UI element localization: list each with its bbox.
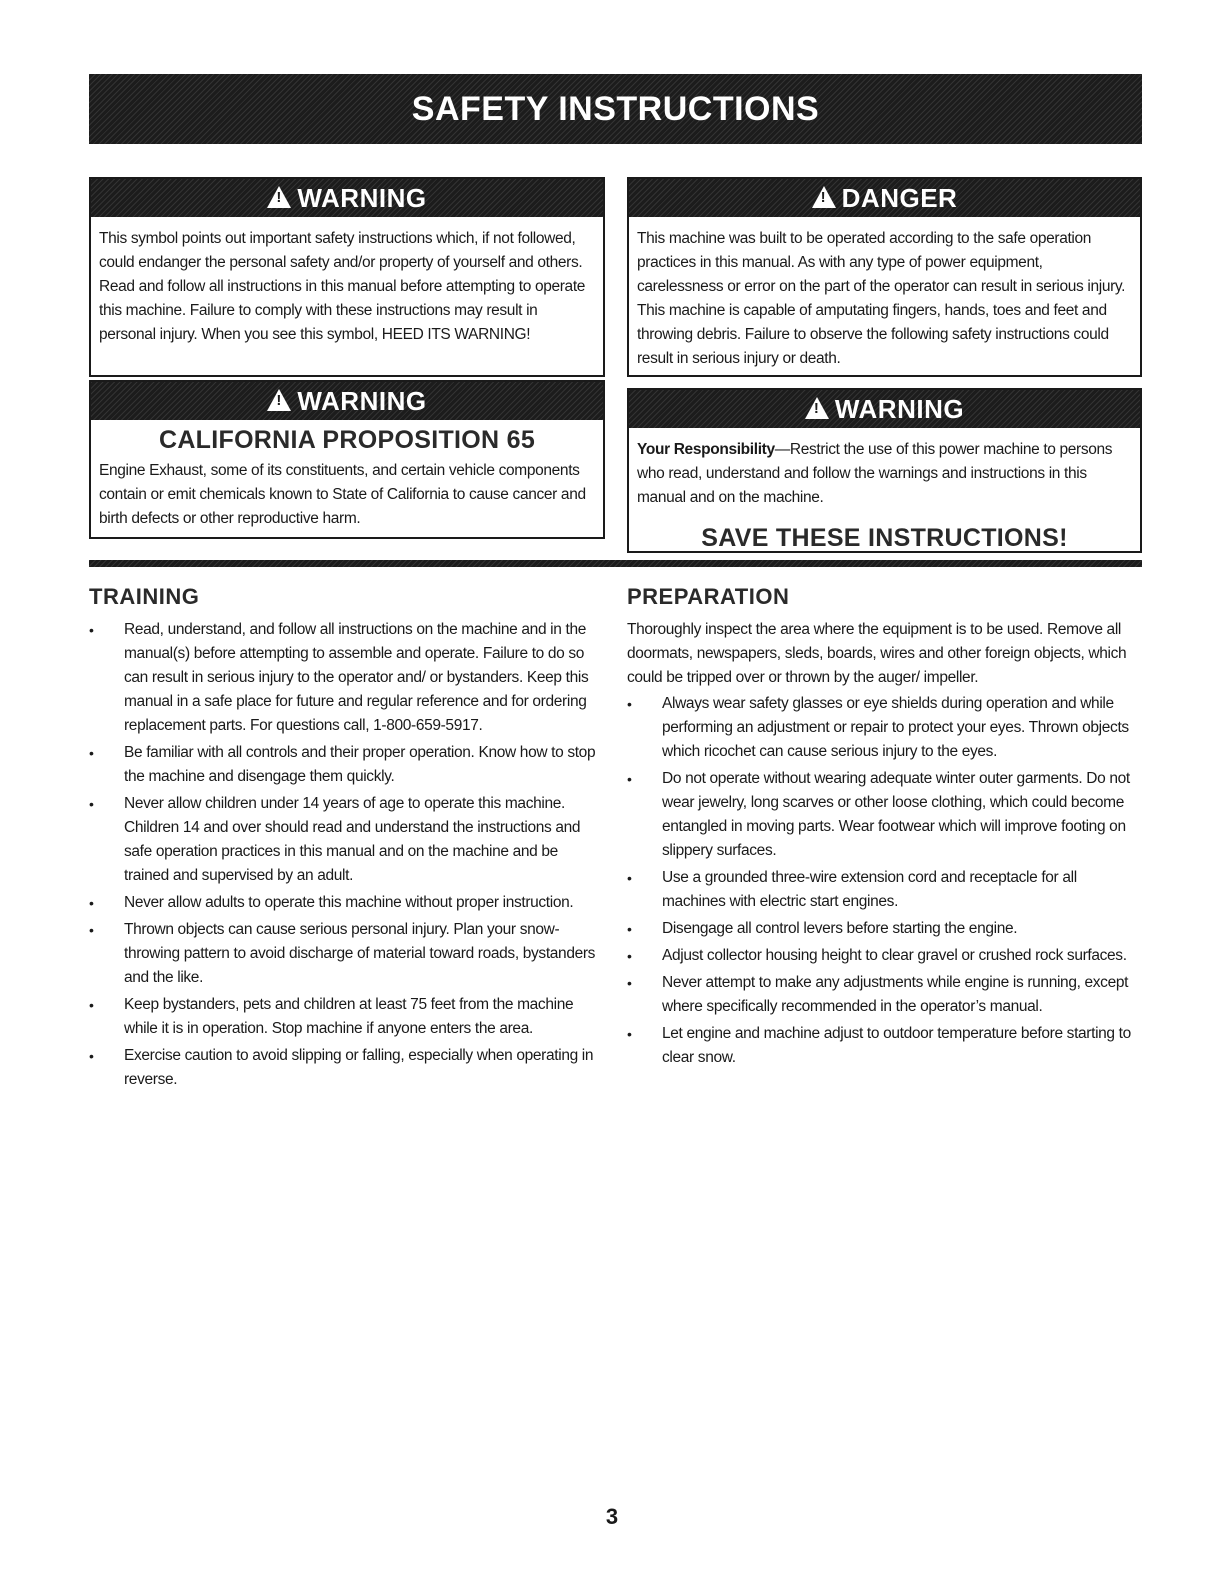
list-item: • Never allow children under 14 years of age to operate this machine. Children 14 and over should read and understand the instructions and safe operation practices in this manual and on the machine and be trained and supervised by an adult. xyxy=(89,792,599,888)
list-item: • Disengage all control levers before starting the engine. xyxy=(627,917,1142,941)
bullet: • xyxy=(89,622,94,638)
bullet: • xyxy=(627,1026,632,1042)
prop65-text: Engine Exhaust, some of its constituents, and certain vehicle components contain or emit chemicals known to State of California to cause cancer and birth defects or other reproductive harm. xyxy=(99,462,586,527)
training-heading: TRAINING xyxy=(89,584,200,609)
prop65-warning-header xyxy=(91,382,603,420)
bullet: • xyxy=(627,771,632,787)
warning-triangle-icon xyxy=(812,186,836,208)
danger-box xyxy=(627,177,1142,377)
bullet: • xyxy=(627,921,632,937)
danger-header xyxy=(629,179,1140,217)
bullet: • xyxy=(89,895,94,911)
warning-triangle-icon xyxy=(267,186,291,208)
page-number: 3 xyxy=(605,1504,619,1529)
responsibility-warning-heading: WARNING xyxy=(834,393,965,424)
bullet: • xyxy=(627,696,632,712)
warning-symbol-header xyxy=(91,179,603,217)
prop65-title: CALIFORNIA PROPOSITION 65 xyxy=(158,426,536,454)
responsibility-text xyxy=(629,428,1140,518)
bullet: • xyxy=(627,948,632,964)
list-item: • Exercise caution to avoid slipping or falling, especially when operating in reverse. xyxy=(89,1044,599,1092)
training-list xyxy=(89,618,599,1092)
prop65-warning-heading: WARNING xyxy=(297,385,427,416)
bullet: • xyxy=(89,796,94,812)
danger-heading: DANGER xyxy=(841,182,958,213)
bullet: • xyxy=(89,1048,94,1064)
list-item: • Be familiar with all controls and their proper operation. Know how to stop the machine and disengage them quickly. xyxy=(89,741,599,789)
list-item: • Thrown objects can cause serious personal injury. Plan your snow-throwing pattern to avoid discharge of material toward roads, bystanders and the like. xyxy=(89,918,599,990)
bullet: • xyxy=(89,745,94,761)
list-item: • Never allow adults to operate this machine without proper instruction. xyxy=(89,891,599,915)
list-item: • Read, understand, and follow all instructions on the machine and in the manual(s) before attempting to assemble and operate. Failure to do so can result in serious injury to the operator and/ or bystanders. Keep this manual in a safe place for future and regular reference and for ordering replacement parts. For questions call, 1-800-659-5917. xyxy=(89,618,599,738)
warning-triangle-icon xyxy=(267,389,291,411)
responsibility-warning-header xyxy=(629,390,1140,428)
responsibility-warning-box xyxy=(627,388,1142,553)
warning-triangle-icon xyxy=(805,397,829,419)
bullet: • xyxy=(89,922,94,938)
page-title: SAFETY INSTRUCTIONS xyxy=(411,89,820,128)
list-item: • Adjust collector housing height to clear gravel or crushed rock surfaces. xyxy=(627,944,1142,968)
preparation-intro: Thoroughly inspect the area where the equipment is to be used. Remove all doormats, newspapers, sleds, boards, wires and other foreign objects, which could be tripped over or thrown by the auger/ impeller. xyxy=(627,621,1127,686)
danger-text: This machine was built to be operated according to the safe operation practices in this manual. As with any type of power equipment, carelessness or error on the part of the operator can result in serious injury. This machine is capable of amputating fingers, hands, toes and feet and throwing debris. Failure to observe the following safety instructions could result in serious injury or death. xyxy=(637,230,1126,367)
list-item: • Let engine and machine adjust to outdoor temperature before starting to clear snow. xyxy=(627,1022,1142,1070)
training-section xyxy=(89,584,599,1095)
section-divider xyxy=(89,560,1142,567)
preparation-heading: PREPARATION xyxy=(627,584,790,609)
page-title-banner xyxy=(89,74,1142,144)
warning-symbol-heading: WARNING xyxy=(297,182,427,213)
prop65-warning-box xyxy=(89,380,605,539)
list-item: • Use a grounded three-wire extension cord and receptacle for all machines with electric start engines. xyxy=(627,866,1142,914)
warning-symbol-box xyxy=(89,177,605,377)
list-item: • Keep bystanders, pets and children at least 75 feet from the machine while it is in operation. Stop machine if anyone enters the area. xyxy=(89,993,599,1041)
bullet: • xyxy=(627,870,632,886)
list-item: • Never attempt to make any adjustments while engine is running, except where specifically recommended in the operator’s manual. xyxy=(627,971,1142,1019)
responsibility-label: Your Responsibility xyxy=(637,441,775,458)
bullet: • xyxy=(627,975,632,991)
bullet: • xyxy=(89,997,94,1013)
warning-symbol-text: This symbol points out important safety instructions which, if not followed, could endanger the personal safety and/or property of yourself and others. Read and follow all instructions in this manual before attempting to operate this machine. Failure to comply with these instructions may result in personal injury. When you see this symbol, HEED ITS WARNING! xyxy=(99,230,586,343)
save-instructions-title: SAVE THESE INSTRUCTIONS! xyxy=(701,524,1068,552)
preparation-section xyxy=(627,584,1142,1073)
list-item: • Always wear safety glasses or eye shields during operation and while performing an adjustment or repair to protect your eyes. Thrown objects which ricochet can cause serious injury to the eyes. xyxy=(627,692,1142,764)
responsibility-body: —Restrict the use of this power machine to persons who read, understand and follow the warnings and instructions in this manual and on the machine. xyxy=(637,441,1113,506)
list-item: • Do not operate without wearing adequate winter outer garments. Do not wear jewelry, long scarves or other loose clothing, which could become entangled in moving parts. Wear footwear which will improve footing on slippery surfaces. xyxy=(627,767,1142,863)
preparation-list xyxy=(627,692,1142,1070)
